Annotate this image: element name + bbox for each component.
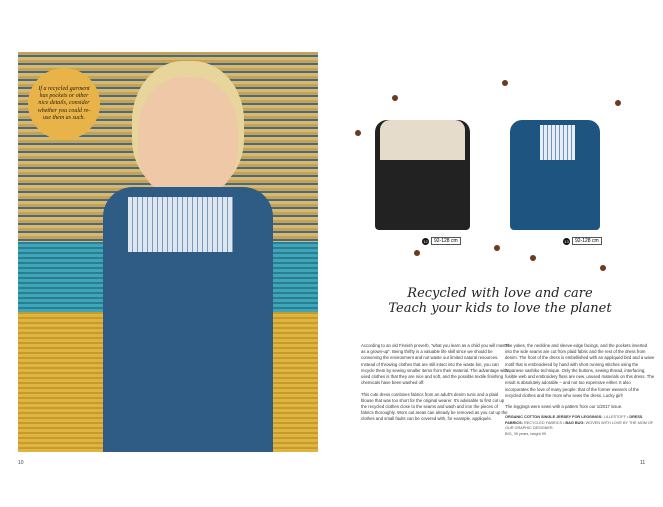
- plaid-yoke: [128, 197, 233, 252]
- tip-bubble: [28, 68, 100, 140]
- title-line-2: Teach your kids to love the planet: [388, 300, 612, 316]
- pine-cone-icon: [414, 250, 420, 256]
- article-title: [380, 287, 620, 317]
- pine-cone-icon: [615, 100, 621, 106]
- pine-cone-icon: [600, 265, 606, 271]
- page-number-right: 11: [640, 460, 646, 466]
- paragraph: According to an old Finnish proverb, "what you learn as a child you will master as a grown-up". Being thrifty is a valuable life skill since we should be conserving the environment and not waste our limited natural resources. Instead of throwing clothes that are still intact into the waste bin, you can recycle them by sewing smaller items from their material. The advantage with used clothes is that they are nice and soft, and the possible textile finishing chemicals have been washed off.: [361, 343, 510, 386]
- pine-cone-icon: [530, 255, 536, 261]
- text-column-2: [505, 343, 655, 442]
- denim-dress-yoke: [540, 125, 575, 160]
- bear-dress-top: [380, 120, 465, 160]
- size-label-13: 13 92-128 cm: [563, 237, 602, 245]
- text-column-1: [361, 343, 511, 428]
- pine-cone-icon: [392, 95, 398, 101]
- paragraph: The yokes, the neckline and sleeve-edge facings, and the pockets inserted into the side seams are cut from plaid fabric and the rest of the dress from denim. The front of the dress is embellished with an appliquéd bird and a wave motif that is embroidered by hand with short running stitches using the Japanese sashiko technique. Only the buttons, sewing thread, interfacing, fusible web and embroidery floss are new, unused materials on this dress. The result is absolutely adorable – and not too expensive either. It also incorporates the love of many people: that of the former wearers of the recycled clothes and the mom who sews the dress. Lucky girl!: [505, 343, 655, 398]
- size-label-12: 12 92-128 cm: [422, 237, 461, 245]
- pine-cone-icon: [355, 130, 361, 136]
- title-line-1: Recycled with love and care: [407, 286, 593, 301]
- paragraph: This cute dress combines fabrics from an adult's denim tunic and a plaid blouse that was too short for the original wearer. It's advisable to first cut up the recycled clothes close to the seams and wash and iron the pieces of fabrics thoroughly. Worn out areas can already be removed as you cut up the clothes and small faults can be covered with, for example, appliqués.: [361, 391, 508, 422]
- material-credits: ORGANIC COTTON SINGLE JERSEY FOR LEGGINGS: LILLESTOFF • DRESS FABRICS: RECYCLED FABRICS • BAG BUG: WOVEN WITH LOVE BY THE MOM OF OUR GRAPHIC DESIGNER. BIG, 39 years, height 99: [505, 415, 654, 436]
- page-number-left: 10: [18, 460, 24, 466]
- pine-cone-icon: [502, 80, 508, 86]
- child-head: [138, 77, 238, 197]
- pine-cone-icon: [494, 245, 500, 251]
- paragraph: The leggings were sewn with a pattern from our 1/2017 issue.: [505, 403, 623, 409]
- tip-text: If a recycled garment has pockets or other nice details, consider whether you could re-use them as such.: [37, 86, 91, 121]
